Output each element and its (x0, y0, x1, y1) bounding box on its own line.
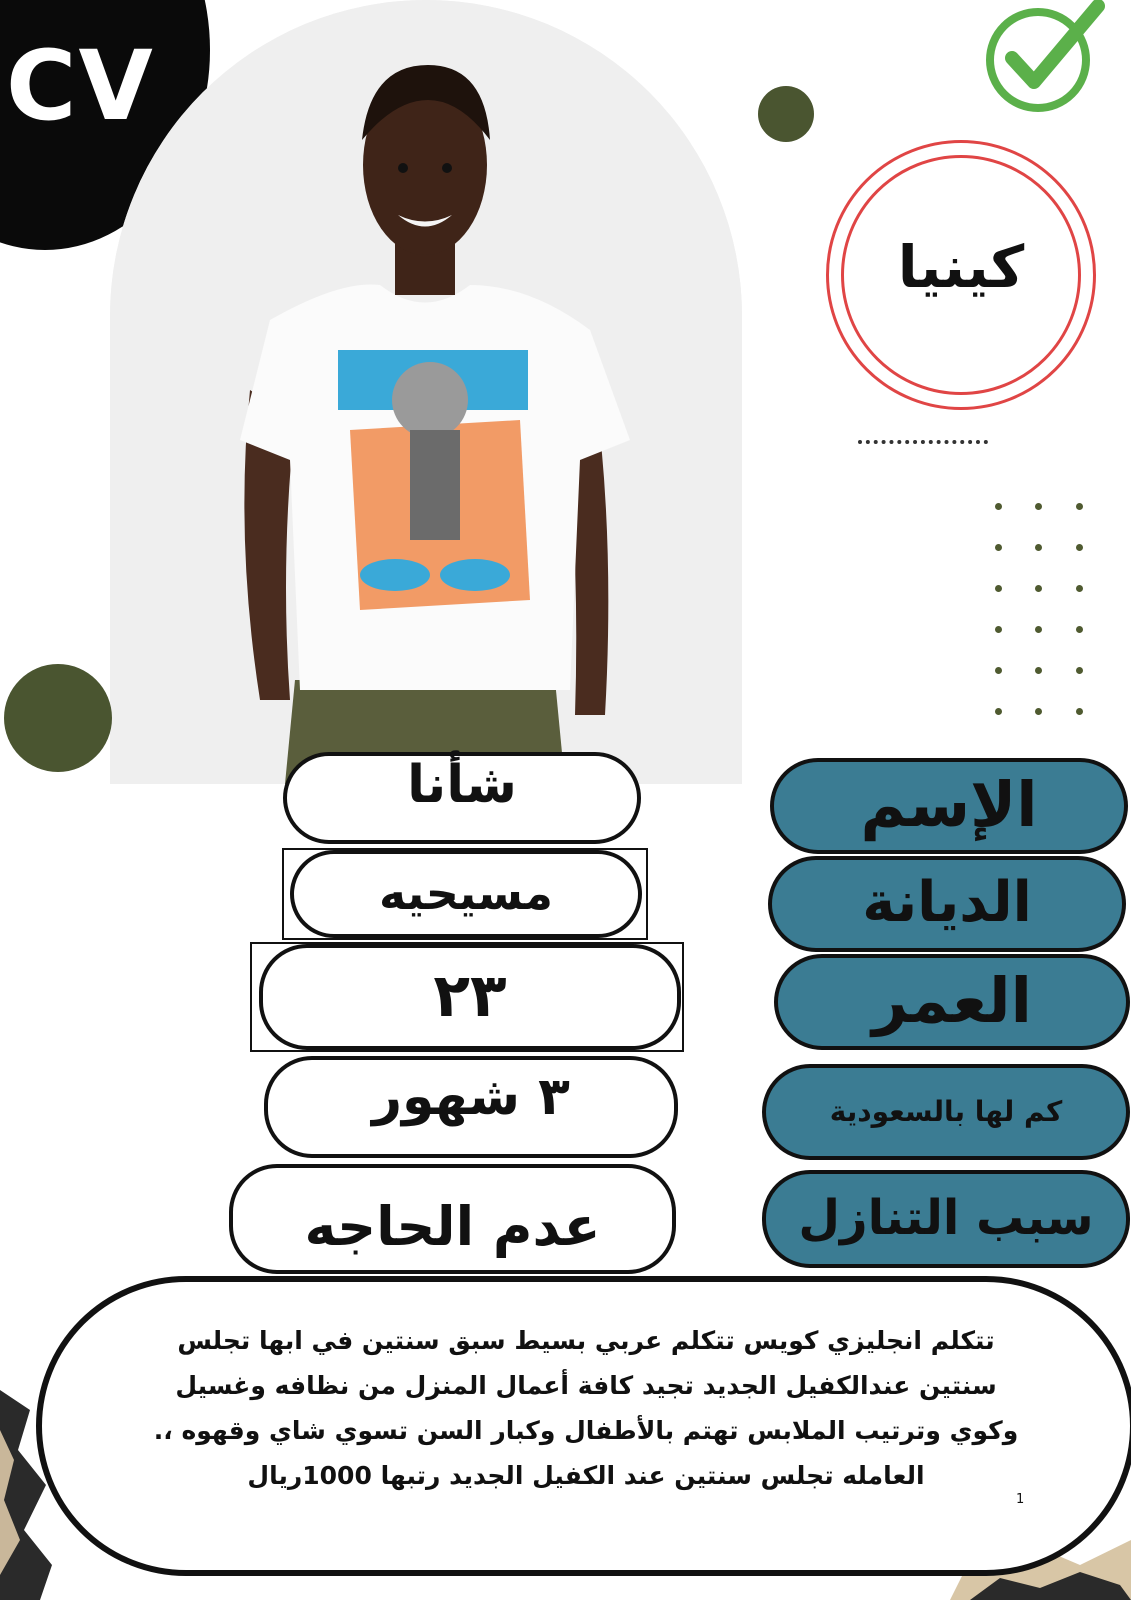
value-religion (290, 850, 642, 938)
country-name: كينيا (897, 233, 1025, 301)
value-name-text: شأنا (407, 755, 517, 815)
dot-grid (995, 503, 1095, 723)
value-religion-text: مسيحيه (379, 866, 553, 920)
decor-dot-large (4, 664, 112, 772)
description-line-4: العامله تجلس سنتين عند الكفيل الجديد رتبها 1000ريال (247, 1461, 925, 1490)
label-duration (762, 1064, 1130, 1160)
value-duration-text: ٣ شهور (372, 1067, 570, 1127)
label-release-reason-text: سبب التنازل (798, 1190, 1094, 1246)
description-box (36, 1276, 1131, 1576)
dotted-divider (858, 440, 988, 444)
description-line-1: تتكلم انجليزي كويس تتكلم عربي بسيط سبق سنتين في ابها تجلس (177, 1326, 995, 1355)
label-age-text: العمر (872, 964, 1032, 1037)
description-line-3: وكوي وترتيب الملابس تهتم بالأطفال وكبار السن تسوي شاي وقهوه ،. (153, 1416, 1019, 1445)
value-age-text: ٢٣ (433, 961, 507, 1031)
cv-badge: CV (6, 30, 155, 142)
description-text (112, 1318, 1060, 1498)
value-age (259, 944, 681, 1050)
value-duration (264, 1056, 678, 1158)
label-religion (768, 856, 1126, 952)
label-age (774, 954, 1130, 1050)
country-badge (826, 140, 1096, 410)
label-name (770, 758, 1128, 854)
value-release-reason-text: عدم الحاجه (304, 1195, 601, 1258)
value-name (283, 752, 641, 844)
checkmark-icon (986, 0, 1106, 120)
description-line-2: سنتين عندالكفيل الجديد تجيد كافة أعمال المنزل من نظافه وغسيل (175, 1371, 997, 1400)
value-release-reason (229, 1164, 676, 1274)
label-religion-text: الديانة (862, 870, 1032, 935)
label-name-text: الإسم (860, 768, 1038, 841)
label-release-reason (762, 1170, 1130, 1268)
candidate-photo (110, 0, 742, 784)
footnote-number: 1 (1016, 1492, 1025, 1507)
label-duration-text: كم لها بالسعودية (829, 1095, 1063, 1128)
decor-dot-small (758, 86, 814, 142)
